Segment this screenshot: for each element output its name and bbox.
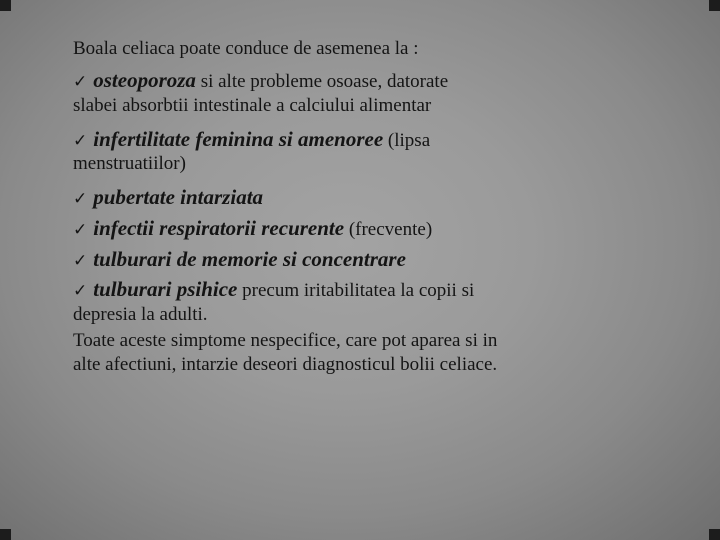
closing-text-line-1: Toate aceste simptome nespecifice, care pot aparea si in [73,329,498,351]
bullet-emphasis: infertilitate feminina si amenoree [93,126,384,151]
check-icon: ✓ [73,281,88,302]
check-icon: ✓ [73,250,88,271]
bullet-continuation: menstruatiilor) [73,153,186,175]
bullet-item-infertilitate [73,127,653,176]
bullet-rest: si alte probleme osoase, datorate [195,70,449,92]
intro-text: Boala celiaca poate conduce de asemenea la : [73,38,419,59]
slide-body [73,38,653,376]
check-icon: ✓ [73,130,88,151]
bullet-continuation: depresia la adulti. [73,304,208,325]
corner-mark-top-left [0,0,11,11]
bullet-rest: (lipsa [383,129,431,151]
bullet-emphasis: tulburari de memorie si concentrare [93,246,406,271]
bullet-rest: (frecvente) [344,218,433,240]
bullet-item-psihice [73,277,653,326]
check-icon: ✓ [73,219,88,240]
bullet-emphasis: pubertate intarziata [93,185,264,210]
bullet-item-osteoporoza [73,68,653,117]
bullet-emphasis: osteoporoza [93,67,196,92]
bullet-continuation: slabei absorbtii intestinale a calciului alimentar [73,94,432,116]
bullet-item-infectii [73,216,653,241]
bullet-emphasis: infectii respiratorii recurente [93,215,345,240]
bullet-item-pubertate [73,185,653,210]
bullet-rest: precum iritabilitatea la copii si [237,280,475,302]
corner-mark-bottom-right [709,529,720,540]
check-icon: ✓ [73,71,88,92]
bullet-emphasis: tulburari psihice [93,277,238,302]
corner-mark-top-right [709,0,720,11]
bullet-item-memorie [73,247,653,272]
check-icon: ✓ [73,189,88,210]
closing-text-line-2: alte afectiuni, intarzie deseori diagnosticul bolii celiace. [73,353,498,375]
corner-mark-bottom-left [0,529,11,540]
